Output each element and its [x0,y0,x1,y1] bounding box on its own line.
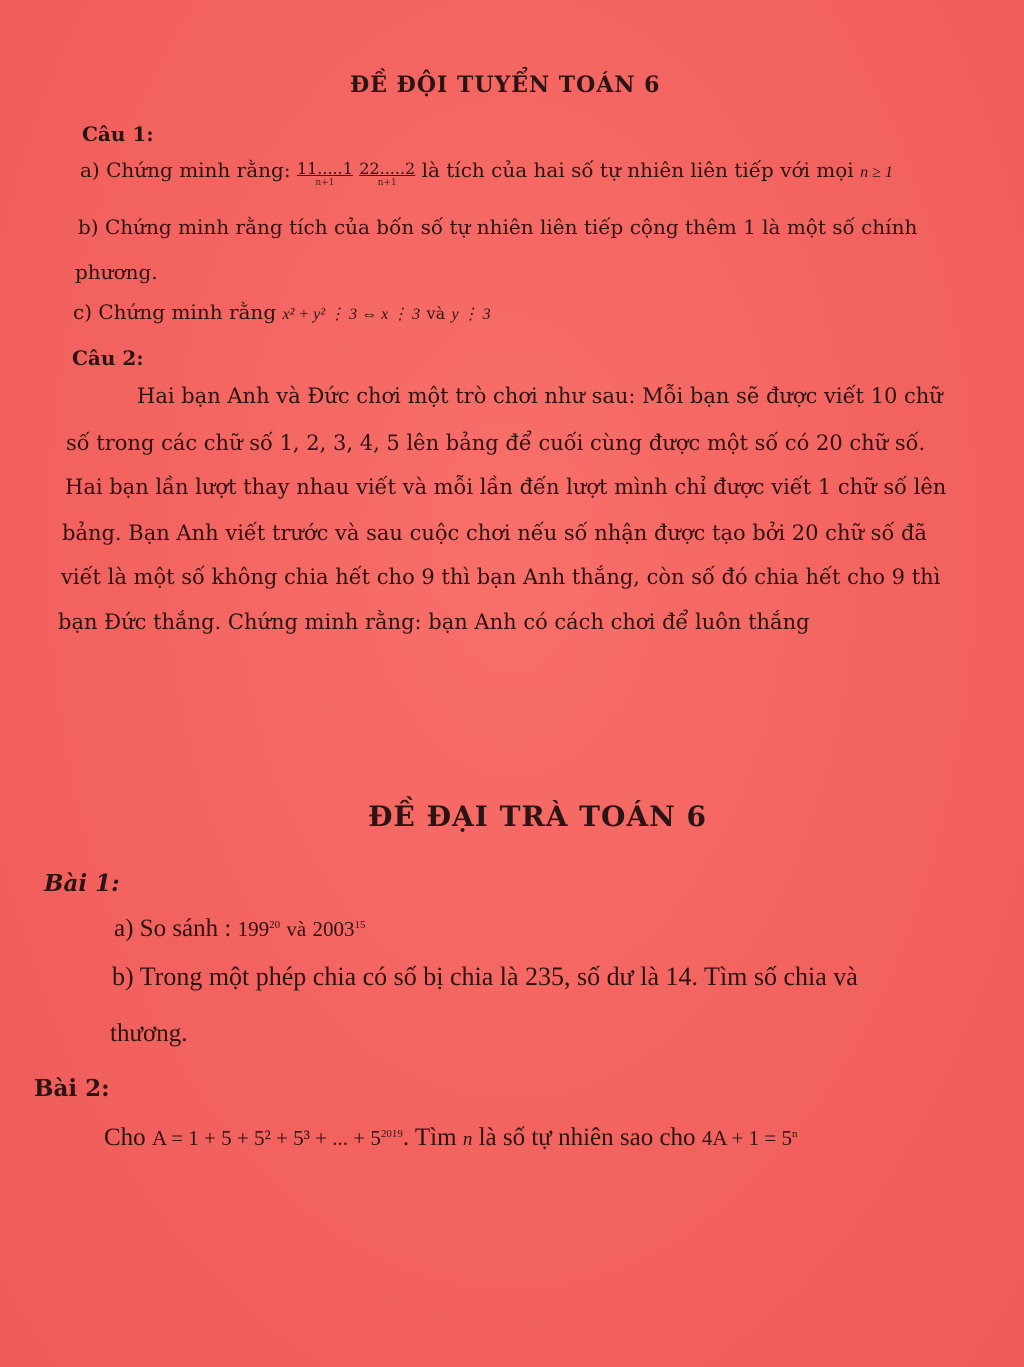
bai2-prefix: Cho [104,1124,146,1151]
bai1-a-term1: $199^{20}$ [237,917,281,941]
bai1-a-and: và [286,917,307,941]
bai1-a-term2: 2003$^{15}$ [312,917,366,941]
bai2-middle: . Tìm [402,1124,457,1151]
bai2-equation: $4A + 1 = 5^n$ [701,1126,798,1150]
bai2-suffix: là số tự nhiên sao cho [478,1124,696,1151]
cau2-line-2: số trong các chữ số 1, 2, 3, 4, 5 lên bảng để cuối cùng được một số có 20 chữ số. [66,431,926,455]
cau2-heading: Câu 2: [72,346,144,370]
cau1-a-num1: 11.....1 n+1 [296,159,353,188]
bai1-b-line2: thương. [110,1020,188,1047]
cau2-line-3: Hai bạn lần lượt thay nhau viết và mỗi lần đến lượt mình chỉ được viết 1 chữ số lên [65,475,947,499]
cau1-b-line2: phương. [75,260,158,284]
bai2-expr: A = 1 + 5 + 5² + 5³ + ... + $5^{2019}$ [151,1126,403,1150]
cau1-a-suffix: là tích của hai số tự nhiên liên tiếp với mọi [421,158,854,182]
cau1-c-expr2: y ⋮ 3 [451,306,491,323]
bai1-b-line1: b) Trong một phép chia có số bị chia là 235, số dư là 14. Tìm số chia và [112,962,858,991]
cau1-c-and: và [426,304,446,323]
cau2-line-5: viết là một số không chia hết cho 9 thì bạn Anh thắng, còn số đó chia hết cho 9 thì [61,565,941,589]
cau2-line-1: Hai bạn Anh và Đức chơi một trò chơi như sau: Mỗi bạn sẽ được viết 10 chữ [137,384,943,408]
bai1-heading: Bài 1: [44,870,120,897]
cau1-c-expr: x² + y² ⋮ 3 ⇔ x ⋮ 3 [282,306,421,323]
cau1-c-prefix: c) Chứng minh rằng [73,300,277,324]
title-doi-tuyen: ĐỀ ĐỘI TUYỂN TOÁN 6 [350,72,661,98]
cau1-a-line [80,158,893,192]
cau1-c-line [73,300,491,324]
title-dai-tra: ĐỀ ĐẠI TRÀ TOÁN 6 [368,800,707,833]
bai1-a-line [114,915,365,943]
cau1-a-num2: 22.....2 n+1 [359,159,416,188]
cau1-b-line1: b) Chứng minh rằng tích của bốn số tự nhiên liên tiếp cộng thêm 1 là một số chính [78,215,918,239]
bai2-heading: Bài 2: [34,1075,110,1102]
cau2-line-6: bạn Đức thắng. Chứng minh rằng: bạn Anh có cách chơi để luôn thắng [58,610,810,634]
cau1-a-prefix: a) Chứng minh rằng: [80,158,291,182]
cau2-line-4: bảng. Bạn Anh viết trước và sau cuộc chơi nếu số nhận được tạo bởi 20 chữ số đã [62,521,927,545]
cau1-a-cond: n ≥ 1 [860,164,893,181]
bai1-a-prefix: a) So sánh : [114,915,232,942]
bai2-line [104,1124,798,1152]
bai2-var-n: n [462,1129,473,1150]
cau1-heading: Câu 1: [82,122,154,146]
